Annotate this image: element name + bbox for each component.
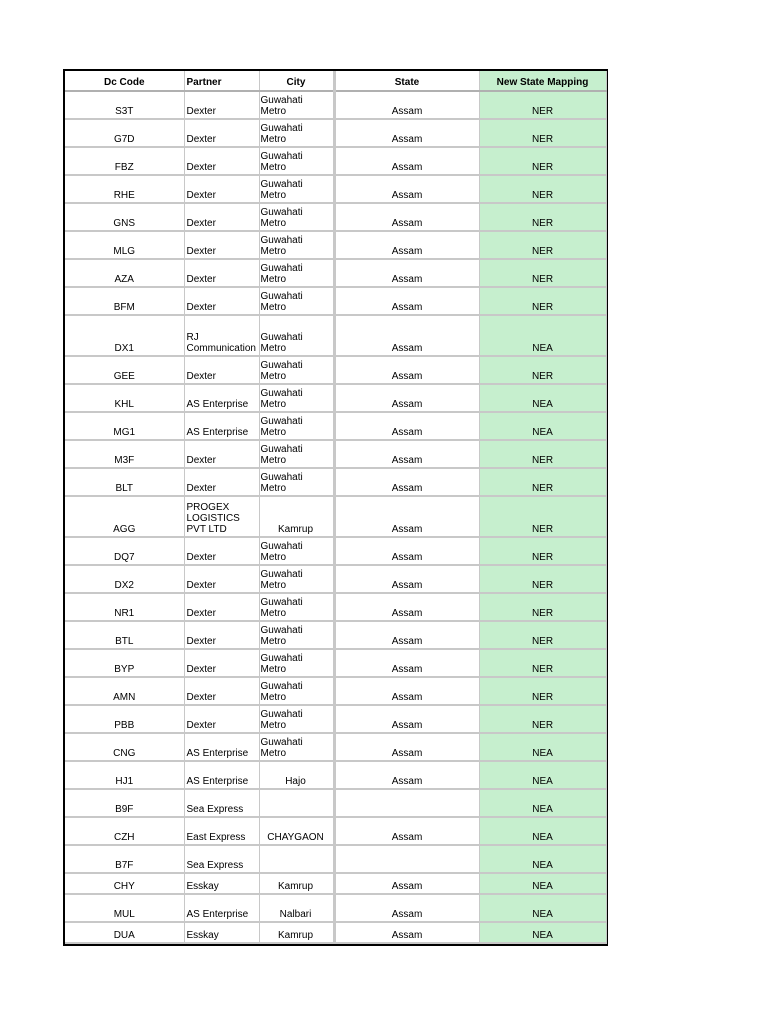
cell-partner[interactable]: Dexter (184, 440, 259, 468)
cell-dc-code[interactable]: BYP (65, 649, 184, 677)
cell-new-state-mapping[interactable]: NER (479, 203, 606, 231)
cell-city[interactable]: Hajo (259, 761, 334, 789)
cell-state[interactable]: Assam (334, 91, 479, 119)
cell-state[interactable] (334, 789, 479, 817)
cell-dc-code[interactable]: GNS (65, 203, 184, 231)
cell-partner[interactable]: Dexter (184, 203, 259, 231)
cell-new-state-mapping[interactable]: NER (479, 119, 606, 147)
cell-state[interactable]: Assam (334, 412, 479, 440)
cell-new-state-mapping[interactable]: NEA (479, 817, 606, 845)
cell-dc-code[interactable]: DX2 (65, 565, 184, 593)
cell-partner[interactable]: Dexter (184, 231, 259, 259)
cell-state[interactable]: Assam (334, 894, 479, 922)
cell-dc-code[interactable]: BTL (65, 621, 184, 649)
cell-partner[interactable]: Dexter (184, 259, 259, 287)
table-body (65, 91, 606, 943)
cell-dc-code[interactable]: MLG (65, 231, 184, 259)
table-row (65, 315, 606, 356)
cell-partner[interactable]: AS Enterprise (184, 412, 259, 440)
cell-city[interactable]: Guwahati Metro (259, 384, 334, 412)
table-row (65, 873, 606, 894)
cell-dc-code[interactable]: M3F (65, 440, 184, 468)
cell-new-state-mapping[interactable]: NER (479, 649, 606, 677)
table-row (65, 593, 606, 621)
cell-partner[interactable]: Dexter (184, 119, 259, 147)
cell-new-state-mapping[interactable]: NEA (479, 789, 606, 817)
cell-dc-code[interactable]: B9F (65, 789, 184, 817)
cell-state[interactable]: Assam (334, 705, 479, 733)
cell-partner[interactable]: Dexter (184, 593, 259, 621)
cell-partner[interactable]: Dexter (184, 91, 259, 119)
table-row (65, 175, 606, 203)
cell-city[interactable]: Guwahati Metro (259, 175, 334, 203)
cell-dc-code[interactable]: HJ1 (65, 761, 184, 789)
cell-dc-code[interactable]: CHY (65, 873, 184, 894)
cell-state[interactable]: Assam (334, 496, 479, 537)
cell-city[interactable]: Guwahati Metro (259, 231, 334, 259)
cell-state[interactable]: Assam (334, 537, 479, 565)
cell-new-state-mapping[interactable]: NEA (479, 873, 606, 894)
cell-partner[interactable]: AS Enterprise (184, 761, 259, 789)
table-row (65, 119, 606, 147)
cell-state[interactable]: Assam (334, 677, 479, 705)
header-new-state-mapping[interactable]: New State Mapping (479, 71, 606, 91)
cell-dc-code[interactable]: PBB (65, 705, 184, 733)
cell-city[interactable]: Guwahati Metro (259, 621, 334, 649)
cell-partner[interactable]: Dexter (184, 287, 259, 315)
cell-state[interactable]: Assam (334, 649, 479, 677)
table-row (65, 621, 606, 649)
cell-new-state-mapping[interactable]: NER (479, 537, 606, 565)
cell-state[interactable]: Assam (334, 440, 479, 468)
cell-city[interactable]: Guwahati Metro (259, 356, 334, 384)
cell-dc-code[interactable]: RHE (65, 175, 184, 203)
cell-partner[interactable]: Dexter (184, 468, 259, 496)
table-row (65, 817, 606, 845)
cell-city[interactable]: Nalbari (259, 894, 334, 922)
cell-city[interactable]: Guwahati Metro (259, 733, 334, 761)
dc-mapping-table (65, 71, 607, 944)
table-row (65, 537, 606, 565)
table-row (65, 677, 606, 705)
cell-city[interactable]: Kamrup (259, 496, 334, 537)
cell-partner[interactable]: Dexter (184, 705, 259, 733)
cell-dc-code[interactable]: DQ7 (65, 537, 184, 565)
cell-partner[interactable]: Esskay (184, 873, 259, 894)
cell-state[interactable]: Assam (334, 384, 479, 412)
header-state[interactable]: State (334, 71, 479, 91)
cell-new-state-mapping[interactable]: NER (479, 621, 606, 649)
table-row (65, 845, 606, 873)
cell-city[interactable]: Guwahati Metro (259, 119, 334, 147)
cell-new-state-mapping[interactable]: NER (479, 91, 606, 119)
cell-dc-code[interactable]: DX1 (65, 315, 184, 356)
cell-new-state-mapping[interactable]: NER (479, 677, 606, 705)
table-row (65, 147, 606, 175)
cell-new-state-mapping[interactable]: NER (479, 259, 606, 287)
cell-partner[interactable]: Dexter (184, 621, 259, 649)
cell-dc-code[interactable]: G7D (65, 119, 184, 147)
table-row (65, 203, 606, 231)
table-row (65, 287, 606, 315)
table-row (65, 356, 606, 384)
cell-new-state-mapping[interactable]: NER (479, 593, 606, 621)
table-row (65, 496, 606, 537)
cell-city[interactable]: Guwahati Metro (259, 649, 334, 677)
cell-city[interactable]: Guwahati Metro (259, 677, 334, 705)
cell-city[interactable]: Guwahati Metro (259, 315, 334, 356)
cell-state[interactable]: Assam (334, 175, 479, 203)
cell-new-state-mapping[interactable]: NEA (479, 384, 606, 412)
table-row (65, 733, 606, 761)
cell-state[interactable]: Assam (334, 733, 479, 761)
cell-partner[interactable]: East Express (184, 817, 259, 845)
cell-state[interactable]: Assam (334, 873, 479, 894)
cell-city[interactable]: Guwahati Metro (259, 705, 334, 733)
table-row (65, 789, 606, 817)
spreadsheet-table (63, 69, 608, 946)
cell-partner[interactable]: AS Enterprise (184, 733, 259, 761)
cell-state[interactable]: Assam (334, 565, 479, 593)
cell-dc-code[interactable]: MUL (65, 894, 184, 922)
cell-partner[interactable]: Dexter (184, 677, 259, 705)
cell-dc-code[interactable]: CNG (65, 733, 184, 761)
cell-dc-code[interactable]: CZH (65, 817, 184, 845)
cell-state[interactable] (334, 845, 479, 873)
cell-new-state-mapping[interactable]: NER (479, 231, 606, 259)
cell-partner[interactable]: AS Enterprise (184, 894, 259, 922)
table-row (65, 705, 606, 733)
cell-state[interactable]: Assam (334, 922, 479, 943)
cell-dc-code[interactable]: B7F (65, 845, 184, 873)
cell-city[interactable]: Guwahati Metro (259, 259, 334, 287)
cell-partner[interactable]: Sea Express (184, 845, 259, 873)
cell-dc-code[interactable]: BLT (65, 468, 184, 496)
cell-dc-code[interactable]: KHL (65, 384, 184, 412)
table-row (65, 468, 606, 496)
table-row (65, 894, 606, 922)
table-row (65, 231, 606, 259)
cell-partner[interactable]: Dexter (184, 147, 259, 175)
cell-dc-code[interactable]: AMN (65, 677, 184, 705)
cell-city[interactable]: Guwahati Metro (259, 147, 334, 175)
cell-new-state-mapping[interactable]: NEA (479, 894, 606, 922)
cell-dc-code[interactable]: MG1 (65, 412, 184, 440)
cell-city[interactable]: Guwahati Metro (259, 468, 334, 496)
cell-dc-code[interactable]: DUA (65, 922, 184, 943)
table-row (65, 384, 606, 412)
cell-city[interactable] (259, 845, 334, 873)
cell-new-state-mapping[interactable]: NER (479, 496, 606, 537)
cell-new-state-mapping[interactable]: NER (479, 287, 606, 315)
table-row (65, 259, 606, 287)
table-row (65, 412, 606, 440)
table-row (65, 91, 606, 119)
cell-state[interactable]: Assam (334, 356, 479, 384)
cell-city[interactable]: Guwahati Metro (259, 412, 334, 440)
cell-new-state-mapping[interactable]: NEA (479, 761, 606, 789)
cell-dc-code[interactable]: GEE (65, 356, 184, 384)
cell-new-state-mapping[interactable]: NEA (479, 845, 606, 873)
cell-city[interactable]: Guwahati Metro (259, 203, 334, 231)
cell-city[interactable] (259, 789, 334, 817)
cell-new-state-mapping[interactable]: NER (479, 705, 606, 733)
cell-state[interactable]: Assam (334, 231, 479, 259)
cell-state[interactable]: Assam (334, 287, 479, 315)
cell-new-state-mapping[interactable]: NEA (479, 922, 606, 943)
cell-state[interactable]: Assam (334, 593, 479, 621)
cell-city[interactable]: Guwahati Metro (259, 537, 334, 565)
cell-partner[interactable]: RJ Communication (184, 315, 259, 356)
cell-partner[interactable]: Dexter (184, 537, 259, 565)
cell-city[interactable]: Kamrup (259, 873, 334, 894)
cell-state[interactable]: Assam (334, 761, 479, 789)
header-dc-code[interactable]: Dc Code (65, 71, 184, 91)
cell-new-state-mapping[interactable]: NER (479, 468, 606, 496)
cell-partner[interactable]: Dexter (184, 356, 259, 384)
cell-new-state-mapping[interactable]: NER (479, 175, 606, 203)
table-row (65, 649, 606, 677)
cell-city[interactable]: Guwahati Metro (259, 593, 334, 621)
cell-city[interactable]: Guwahati Metro (259, 91, 334, 119)
cell-dc-code[interactable]: NR1 (65, 593, 184, 621)
cell-dc-code[interactable]: FBZ (65, 147, 184, 175)
cell-new-state-mapping[interactable]: NEA (479, 315, 606, 356)
cell-city[interactable]: Guwahati Metro (259, 565, 334, 593)
cell-partner[interactable]: Dexter (184, 565, 259, 593)
table-row (65, 565, 606, 593)
header-city[interactable]: City (259, 71, 334, 91)
cell-partner[interactable]: Sea Express (184, 789, 259, 817)
cell-dc-code[interactable]: BFM (65, 287, 184, 315)
cell-dc-code[interactable]: AGG (65, 496, 184, 537)
cell-dc-code[interactable]: S3T (65, 91, 184, 119)
cell-partner[interactable]: Dexter (184, 175, 259, 203)
cell-state[interactable]: Assam (334, 259, 479, 287)
cell-state[interactable]: Assam (334, 817, 479, 845)
cell-city[interactable]: CHAYGAON (259, 817, 334, 845)
cell-partner[interactable]: PROGEX LOGISTICS PVT LTD (184, 496, 259, 537)
cell-city[interactable]: Guwahati Metro (259, 287, 334, 315)
cell-new-state-mapping[interactable]: NER (479, 356, 606, 384)
cell-new-state-mapping[interactable]: NER (479, 440, 606, 468)
cell-state[interactable]: Assam (334, 203, 479, 231)
cell-partner[interactable]: Dexter (184, 649, 259, 677)
header-partner[interactable]: Partner (184, 71, 259, 91)
cell-new-state-mapping[interactable]: NER (479, 147, 606, 175)
cell-state[interactable]: Assam (334, 119, 479, 147)
cell-city[interactable]: Guwahati Metro (259, 440, 334, 468)
header-row (65, 71, 606, 91)
cell-dc-code[interactable]: AZA (65, 259, 184, 287)
cell-state[interactable]: Assam (334, 468, 479, 496)
cell-partner[interactable]: AS Enterprise (184, 384, 259, 412)
table-row (65, 922, 606, 943)
cell-state[interactable]: Assam (334, 147, 479, 175)
cell-new-state-mapping[interactable]: NEA (479, 733, 606, 761)
cell-state[interactable]: Assam (334, 315, 479, 356)
cell-city[interactable]: Kamrup (259, 922, 334, 943)
table-row (65, 761, 606, 789)
cell-state[interactable]: Assam (334, 621, 479, 649)
table-row (65, 440, 606, 468)
cell-new-state-mapping[interactable]: NER (479, 565, 606, 593)
cell-new-state-mapping[interactable]: NEA (479, 412, 606, 440)
cell-partner[interactable]: Esskay (184, 922, 259, 943)
